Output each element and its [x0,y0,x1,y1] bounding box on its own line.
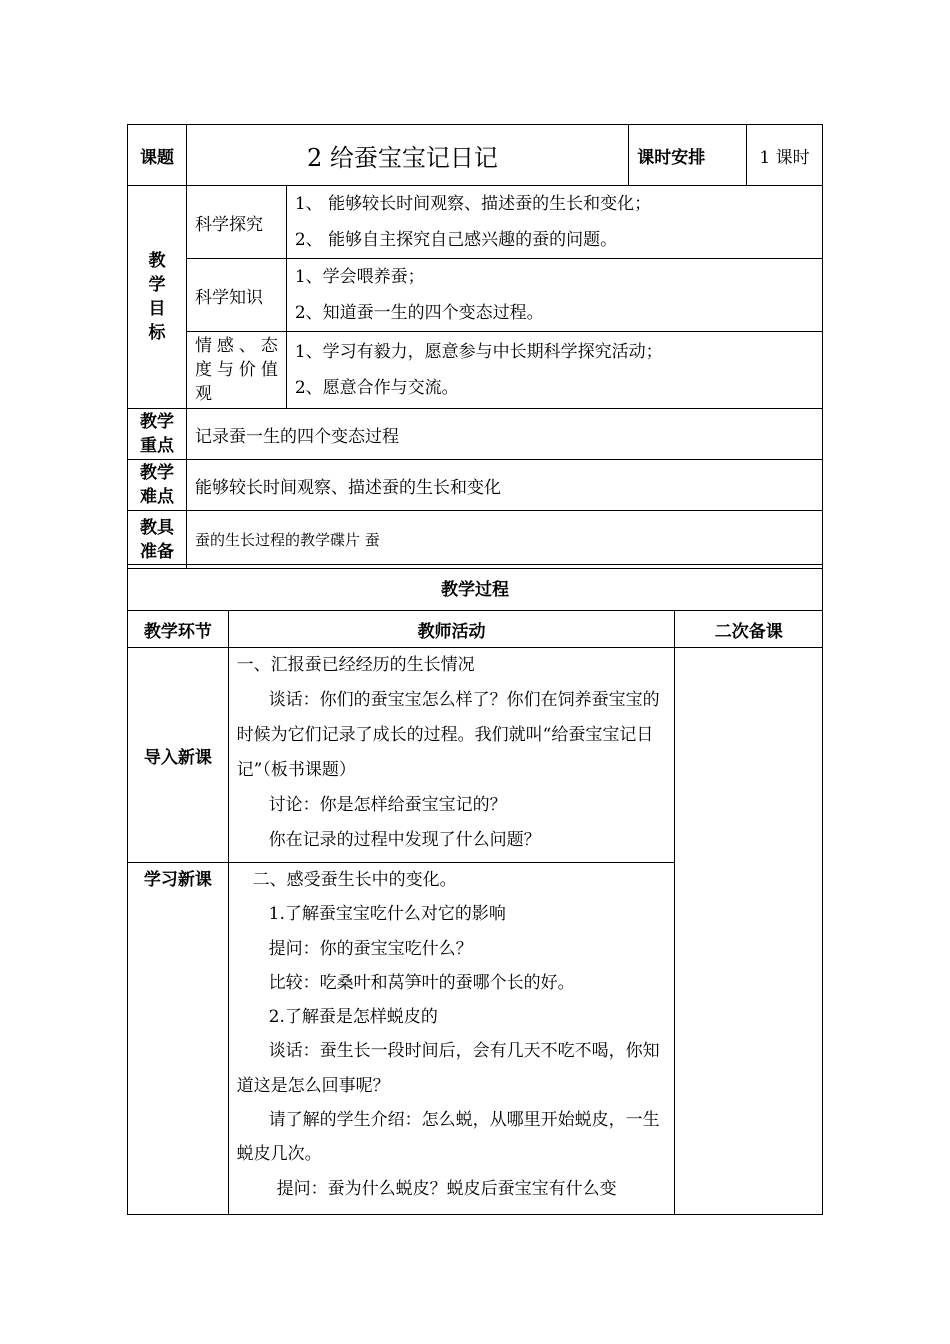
objective-item: 2、知道蚕一生的四个变态过程。 [294,303,544,323]
stage-intro: 导入新课 [128,648,229,863]
materials-label: 教具准备 [128,511,187,569]
difficulty-label: 教学难点 [128,460,187,511]
activity-line: 提问：蚕为什么蜕皮？蜕皮后蚕宝宝有什么变 [276,1178,617,1199]
stage-new-lesson: 学习新课 [128,863,229,1215]
objective-category-attitude: 情感、态度与价值观 [186,332,286,409]
topic-value [186,125,628,186]
activity-line: 讨论：你是怎样给蚕宝宝记的？ [268,795,507,815]
objectives-label: 教 学 目 标 [128,186,187,409]
stage-intro-activity [228,648,675,863]
activity-line: 你在记录的过程中发现了什么问题？ [268,830,541,850]
key-point-label: 教学重点 [128,409,187,460]
objective-item: 1、学习有毅力，愿意参与中长期科学探究活动； [294,342,663,362]
activity-line: 1.了解蚕宝宝吃什么对它的影响 [268,904,506,925]
column-teacher-activity: 教师活动 [228,611,675,648]
stage-new-lesson-activity [228,863,675,1215]
topic-text: 2 给蚕宝宝记日记 [306,143,498,172]
second-prep-cell [675,648,823,1215]
activity-line: 一、汇报蚕已经经历的生长情况 [236,655,475,675]
key-point-value: 记录蚕一生的四个变态过程 [186,409,822,460]
objective-items-knowledge [286,259,822,332]
hours-label: 课时安排 [629,125,747,186]
topic-label: 课题 [128,125,187,186]
column-stage: 教学环节 [128,611,229,648]
objective-item: 1、 能够较长时间观察、描述蚕的生长和变化； [294,194,652,214]
materials-value: 蚕的生长过程的教学碟片 蚕 [186,511,822,569]
objective-item: 2、 能够自主探究自己感兴趣的蚕的问题。 [294,230,618,250]
objective-items-attitude [286,332,822,409]
difficulty-value: 能够较长时间观察、描述蚕的生长和变化 [186,460,822,511]
hours-value: 1 课时 [747,125,823,186]
column-second-prep: 二次备课 [675,611,823,648]
activity-line: 比较：吃桑叶和莴笋叶的蚕哪个长的好。 [268,972,575,993]
process-title: 教学过程 [128,565,823,611]
activity-line: 请了解的学生介绍：怎么蜕，从哪里开始蜕皮，一生蜕皮几次。 [236,1110,660,1165]
activity-line: 二、感受蚕生长中的变化。 [252,870,457,890]
activity-line: 2.了解蚕是怎样蜕皮的 [268,1007,438,1028]
objective-items-inquiry [286,186,822,259]
activity-line: 谈话：你们的蚕宝宝怎么样了？你们在饲养蚕宝宝的时候为它们记录了成长的过程。我们就叫“给蚕宝宝记日记”（板书课题） [236,690,660,780]
teaching-process-table [127,564,823,1215]
objective-item: 2、愿意合作与交流。 [294,378,459,398]
activity-line: 谈话：蚕生长一段时间后，会有几天不吃不喝，你知道这是怎么回事呢？ [236,1041,660,1096]
objective-category-knowledge: 科学知识 [186,259,286,332]
objective-item: 1、学会喂养蚕； [294,267,425,287]
lesson-info-table [127,124,823,569]
objective-category-inquiry: 科学探究 [186,186,286,259]
activity-line: 提问：你的蚕宝宝吃什么？ [268,938,473,959]
